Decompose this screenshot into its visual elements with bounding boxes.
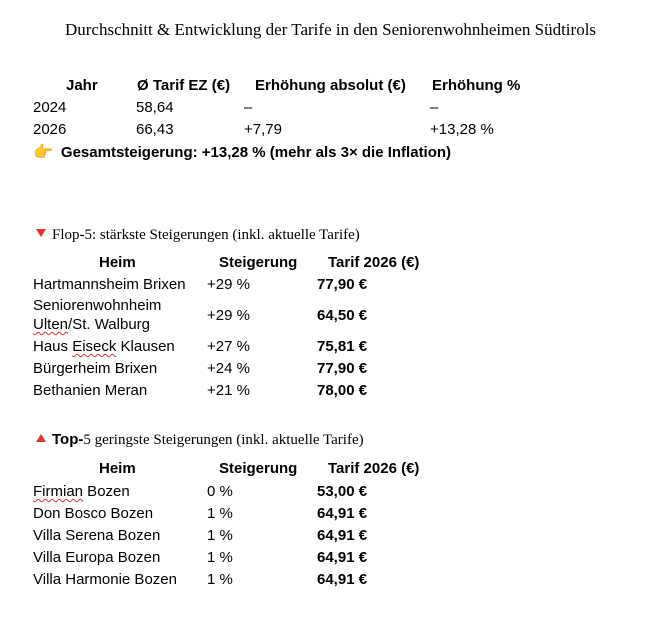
table-row-name: Don Bosco Bozen — [33, 505, 154, 522]
table-row-name: Bethanien Meran — [33, 382, 148, 399]
table-row-tariff: 53,00 € — [317, 483, 368, 500]
overview-header-year: Jahr — [66, 77, 98, 94]
table-row-increase: +27 % — [207, 338, 250, 355]
spellcheck-word: Eiseck — [72, 338, 117, 355]
red-triangle-up-icon — [36, 434, 46, 442]
flop-header-home: Heim — [99, 254, 136, 271]
table-row-tariff: 64,91 € — [317, 527, 368, 544]
overview-cell: 58,64 — [136, 99, 174, 116]
overview-cell: – — [244, 99, 253, 116]
table-row-name: Villa Harmonie Bozen — [33, 571, 177, 588]
spellcheck-word: Firmian — [33, 483, 84, 500]
top-heading-bold: Top- — [52, 431, 84, 448]
table-row-tariff: 78,00 € — [317, 382, 368, 399]
name-part: /St. Walburg — [68, 316, 151, 333]
top-header-tariff: Tarif 2026 (€) — [328, 460, 420, 477]
overview-header-avg: Ø Tarif EZ (€) — [137, 77, 231, 94]
top-header-increase: Steigerung — [219, 460, 298, 477]
overview-cell: 2024 — [33, 99, 67, 116]
table-row-tariff: 75,81 € — [317, 338, 368, 355]
table-row-increase: 1 % — [207, 527, 233, 544]
table-row-tariff: 64,91 € — [317, 549, 368, 566]
table-row-tariff: 64,91 € — [317, 505, 368, 522]
table-row-name: Villa Europa Bozen — [33, 549, 161, 566]
table-row-increase: +29 % — [207, 276, 250, 293]
overview-cell: 66,43 — [136, 121, 174, 138]
top-header-home: Heim — [99, 460, 136, 477]
table-row-name: Bürgerheim Brixen — [33, 360, 158, 377]
overview-header-abs: Erhöhung absolut (€) — [255, 77, 406, 94]
table-row-increase: +21 % — [207, 382, 250, 399]
table-row-increase: 1 % — [207, 505, 233, 522]
flop-header-increase: Steigerung — [219, 254, 298, 271]
pointing-hand-icon: 👉 — [33, 144, 53, 161]
overview-cell: 2026 — [33, 121, 67, 138]
flop-heading-text: Flop-5: stärkste Steigerungen (inkl. aktuelle Tarife) — [52, 227, 360, 243]
table-row-tariff: 77,90 € — [317, 360, 368, 377]
document-title: Durchschnitt & Entwicklung der Tarife in den Seniorenwohnheimen Südtirols — [64, 20, 597, 39]
overview-cell: – — [430, 99, 439, 116]
name-part: Bozen — [83, 483, 130, 500]
table-row-increase: +29 % — [207, 307, 250, 324]
flop-heading — [36, 226, 360, 244]
table-row-name — [33, 483, 130, 501]
table-row-increase: 1 % — [207, 571, 233, 588]
name-part: Haus — [33, 338, 73, 355]
top-heading-text: 5 geringste Steigerungen (inkl. aktuelle Tarife) — [83, 432, 364, 448]
flop-header-tariff: Tarif 2026 (€) — [328, 254, 420, 271]
table-row-increase: 0 % — [207, 483, 233, 500]
table-row-tariff: 64,91 € — [317, 571, 368, 588]
red-triangle-down-icon — [36, 229, 46, 237]
table-row-tariff: 64,50 € — [317, 307, 368, 324]
table-row-increase: +24 % — [207, 360, 250, 377]
table-row-increase: 1 % — [207, 549, 233, 566]
table-row-name: Hartmannsheim Brixen — [33, 276, 186, 293]
table-row-tariff: 77,90 € — [317, 276, 368, 293]
table-row-name — [33, 338, 175, 356]
total-increase-line — [33, 144, 451, 162]
total-increase-text: Gesamtsteigerung: +13,28 % (mehr als 3× die Inflation) — [60, 144, 452, 161]
table-row-name: Seniorenwohnheim — [33, 297, 162, 314]
spellcheck-word: Ulten — [33, 316, 69, 333]
table-row-name: Villa Serena Bozen — [33, 527, 161, 544]
overview-header-pct: Erhöhung % — [432, 77, 521, 94]
overview-cell: +7,79 — [244, 121, 282, 138]
overview-cell: +13,28 % — [430, 121, 494, 138]
top-heading — [36, 431, 364, 449]
name-part: Klausen — [116, 338, 175, 355]
table-row-name-line2 — [33, 316, 150, 334]
